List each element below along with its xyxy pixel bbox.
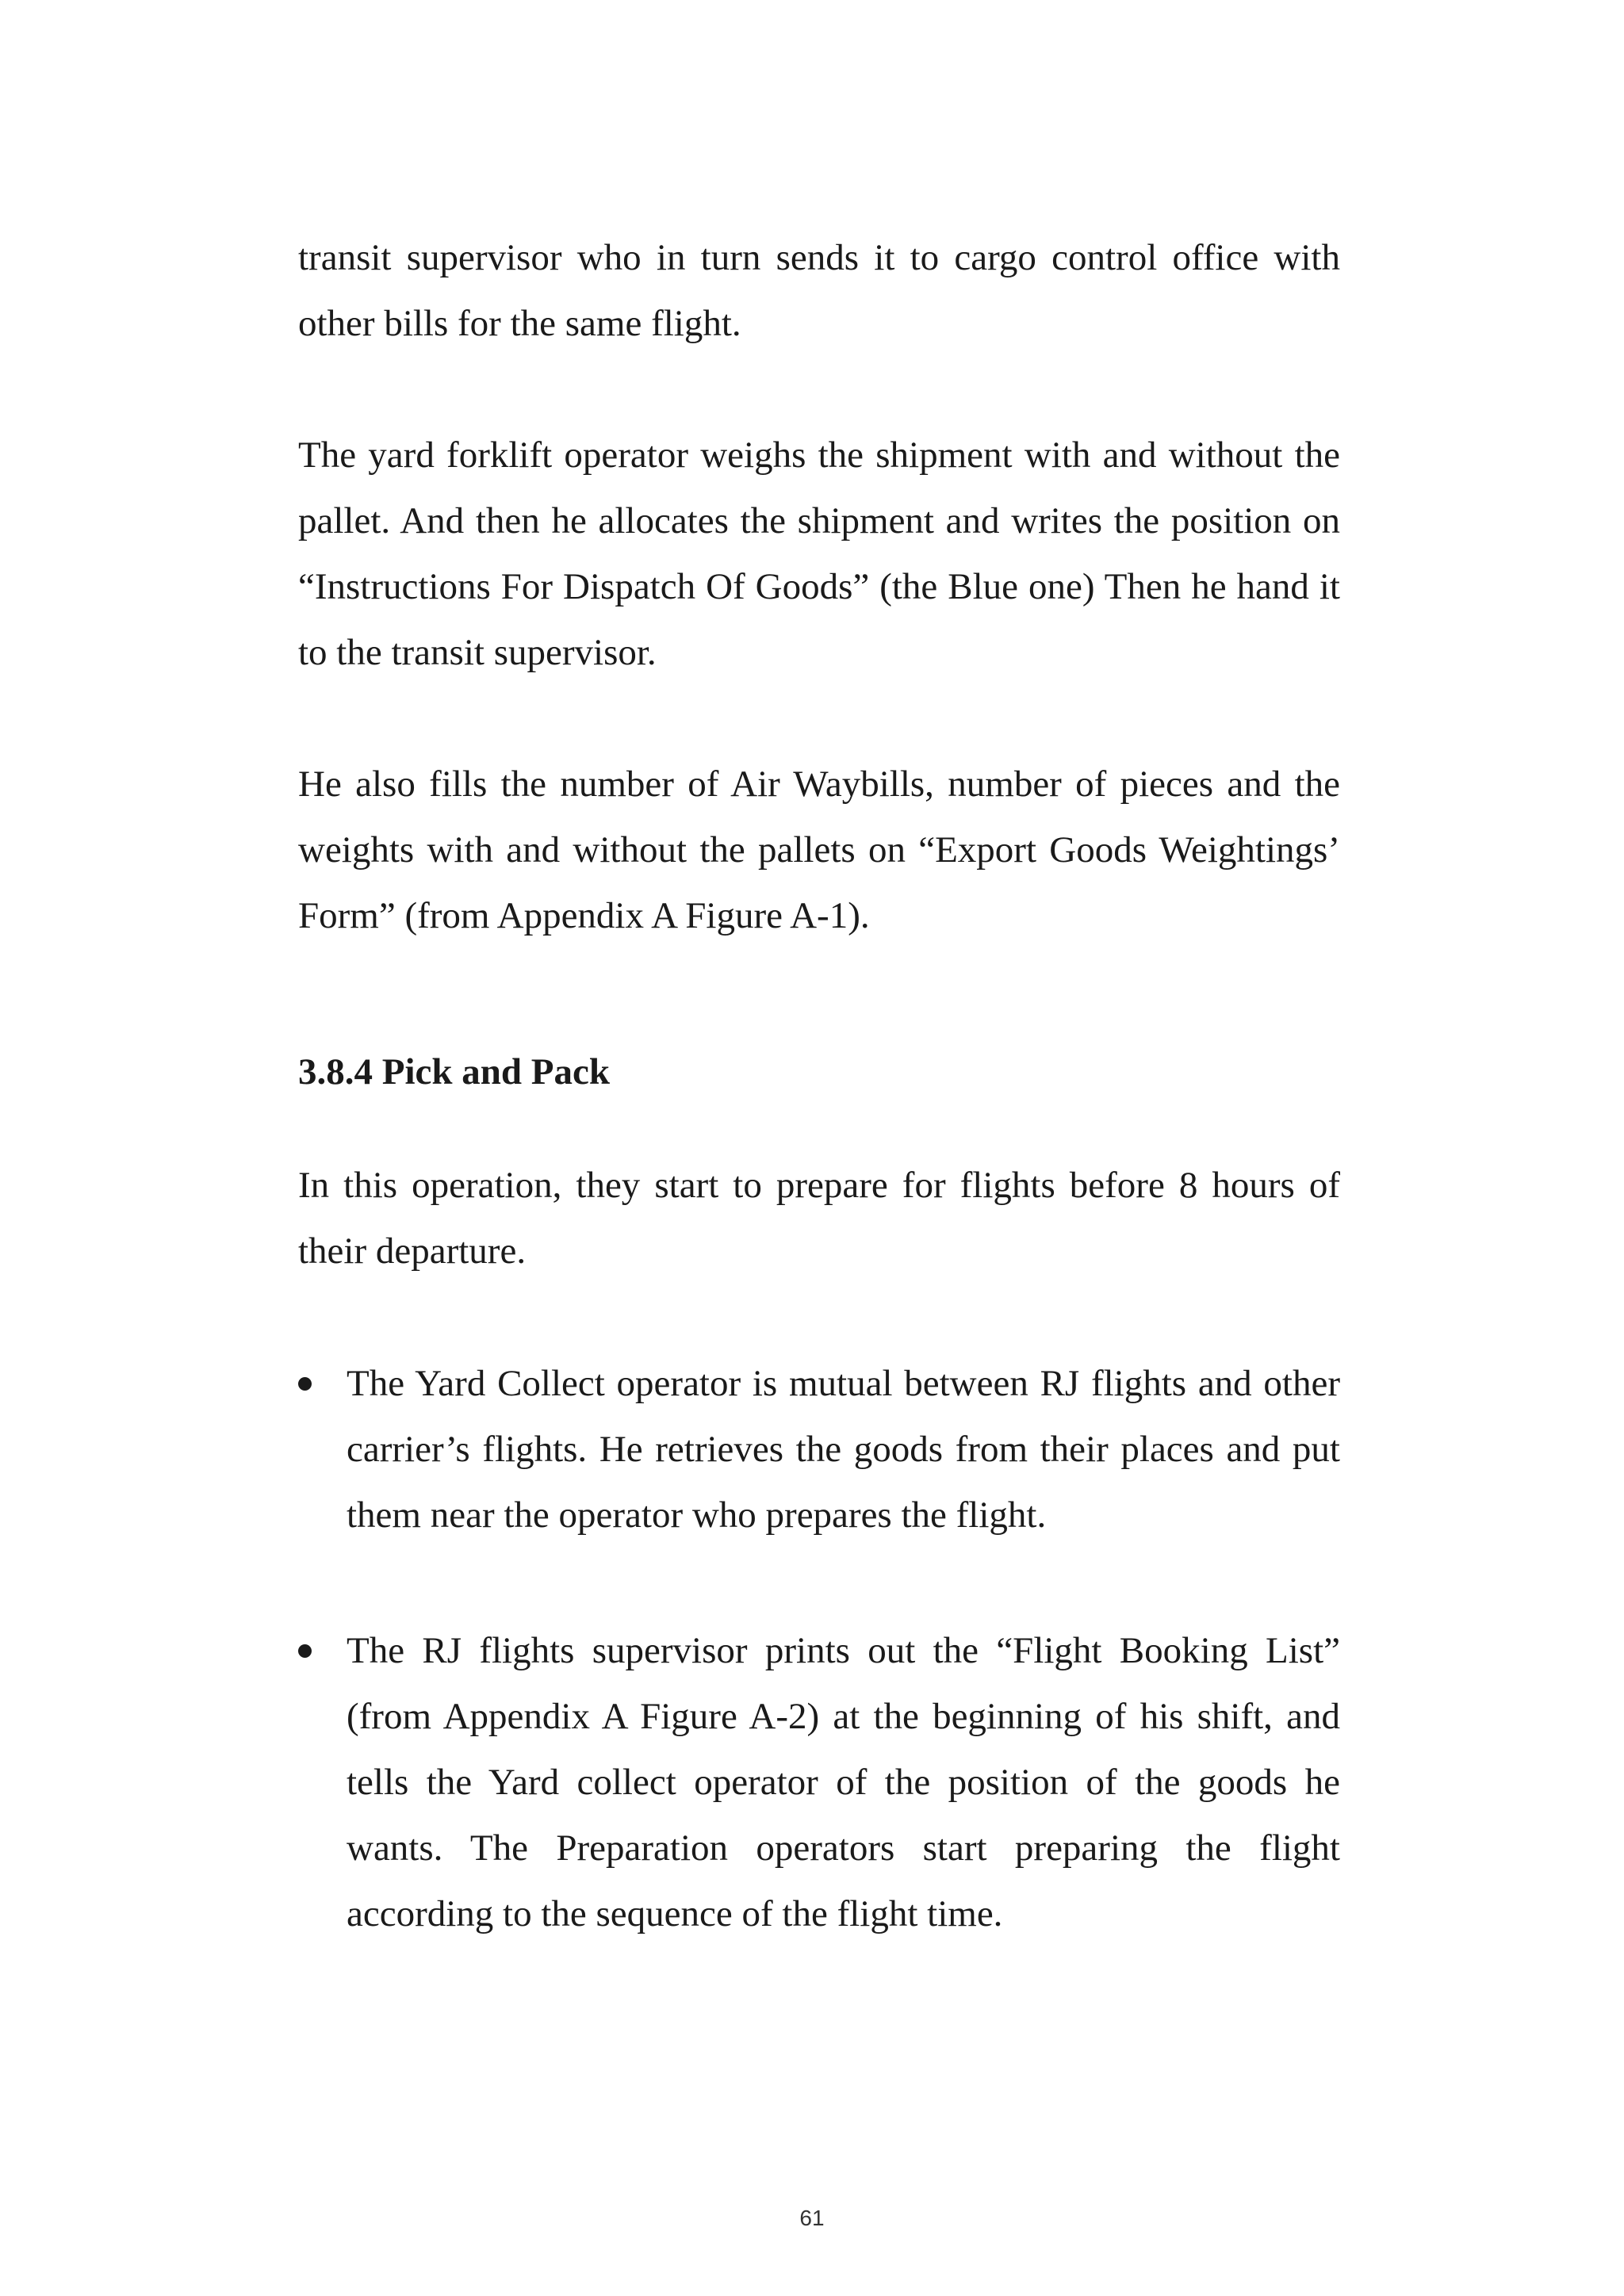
bullet-list (298, 1351, 1340, 1947)
list-item (298, 1351, 1340, 1548)
paragraph-air-waybills: He also fills the number of Air Waybills, number of pieces and the weights with and without the pallets on “Export Goods Weightings’ Form” (from Appendix A Figure A-1). (298, 763, 1340, 936)
paragraph-forklift-operator: The yard forklift operator weighs the shipment with and without the pallet. And then he allocates the shipment and writes the position on “Instructions For Dispatch Of Goods” (the Blue one) Then he hand it to the transit supervisor. (298, 434, 1340, 673)
bullet-text: The RJ flights supervisor prints out the “Flight Booking List” (from Appendix A Figure A-2) at the beginning of his shift, and tells the Yard collect operator of the position of the goods he wants. The Preparation operators start preparing the flight according to the sequence of the flight time. (347, 1630, 1340, 1934)
page-content (298, 225, 1340, 1947)
bullet-text: The Yard Collect operator is mutual between RJ flights and other carrier’s flights. He retrieves the goods from their places and put them near the operator who prepares the flight. (347, 1363, 1340, 1536)
section-intro: In this operation, they start to prepare for flights before 8 hours of their departure. (298, 1165, 1340, 1272)
section-heading: 3.8.4 Pick and Pack (298, 1051, 611, 1093)
list-item (298, 1618, 1340, 1947)
bullet-icon (298, 1377, 312, 1391)
paragraph-transit-supervisor: transit supervisor who in turn sends it to cargo control office with other bills for the same flight. (298, 237, 1340, 344)
page-number: 61 (799, 2206, 825, 2230)
bullet-icon (298, 1644, 312, 1658)
